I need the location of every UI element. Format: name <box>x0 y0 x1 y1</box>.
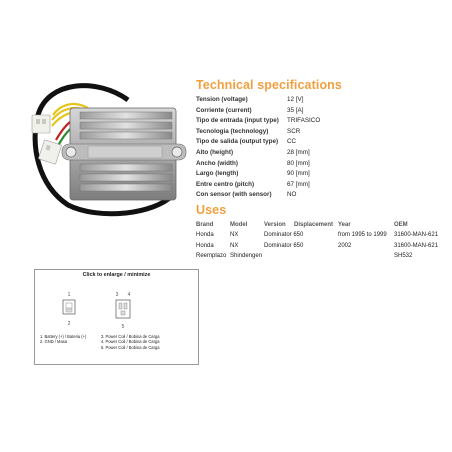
cell-brand: Honda <box>196 232 214 238</box>
regulator-rectifier-image <box>28 60 190 218</box>
spec-label: Corriente (current) <box>196 106 252 114</box>
uses-table-header <box>196 220 450 230</box>
spec-label: Tipo de salida (output type) <box>196 138 279 146</box>
spec-row <box>196 148 446 159</box>
pin-label-1: 1 <box>67 292 71 298</box>
cell-model: NX <box>230 242 239 249</box>
pin-label-3: 3 <box>115 292 119 298</box>
spec-value: 67 [mm] <box>287 180 310 188</box>
spec-value: 80 [mm] <box>287 159 310 167</box>
spec-label: Entre centro (pitch) <box>196 180 255 188</box>
table-row <box>196 230 450 241</box>
pin-label-2: 2 <box>67 321 71 327</box>
replacement-label: Reemplazo <box>196 253 227 259</box>
spec-row <box>196 106 446 117</box>
spec-value: SCR <box>287 127 301 135</box>
spec-value: CC <box>287 138 297 146</box>
spec-value: 12 [V] <box>287 96 304 103</box>
product-image[interactable] <box>28 60 190 218</box>
replacement-row <box>196 251 450 262</box>
spec-label: Tension (voltage) <box>196 96 248 103</box>
pin-label-4: 4 <box>127 292 131 298</box>
cell-oem: 31600-MAN-621 <box>394 232 439 238</box>
spec-label: Tipo de entrada (input type) <box>196 117 279 125</box>
spec-row <box>196 127 446 138</box>
header-version: Version <box>264 222 286 228</box>
connector-diagram[interactable] <box>34 269 199 365</box>
spec-row <box>196 190 446 201</box>
table-row <box>196 241 450 252</box>
left-connector-legend <box>40 334 86 345</box>
right-connector-icon <box>116 300 130 318</box>
spec-row <box>196 116 446 127</box>
header-displacement: Displacement <box>294 222 334 228</box>
tech-specs-title: Technical specifications <box>196 78 342 92</box>
cell-year: 2002 <box>338 242 352 249</box>
spec-value: TRIFASICO <box>287 117 321 125</box>
legend-item: 2. GND / Masa <box>40 339 68 345</box>
legend-item: 5. Power Coil / Bobina de Carga <box>101 344 160 350</box>
pin-label-5: 5 <box>121 324 125 330</box>
spec-label: Largo (length) <box>196 170 239 178</box>
uses-title: Uses <box>196 203 227 217</box>
enlarge-toggle-link[interactable]: Click to enlarge / minimize <box>82 272 151 278</box>
cell-year: from 1995 to 1999 <box>338 232 387 238</box>
spec-row <box>196 169 446 180</box>
spec-row <box>196 159 446 170</box>
spec-value: 28 [mm] <box>287 148 310 156</box>
header-oem: OEM <box>394 222 408 228</box>
spec-label: Alto (height) <box>196 148 234 156</box>
cell-version: Dominator 650 <box>264 242 304 249</box>
header-year: Year <box>338 222 351 228</box>
cell-model: NX <box>230 232 239 238</box>
connector-pinout-graphic <box>35 270 198 364</box>
technical-specifications <box>196 78 446 201</box>
spec-value: NO <box>287 191 297 199</box>
spec-label: Ancho (width) <box>196 159 238 167</box>
legend-item: 4. Power Coil / Bobina de Carga <box>101 339 160 345</box>
spec-row <box>196 137 446 148</box>
header-model: Model <box>230 222 248 228</box>
cell-oem: 31600-MAN-621 <box>394 242 439 249</box>
cell-version: Dominator 650 <box>264 232 304 238</box>
spec-row <box>196 180 446 191</box>
cell-brand: Honda <box>196 242 214 249</box>
legend-item: 1. Battery (+) / Bateria (+) <box>40 334 87 339</box>
legend-item: 3. Power Coil / Bobina de Carga <box>101 334 160 339</box>
spec-label: Tecnologia (technology) <box>196 127 269 135</box>
spec-row <box>196 95 446 106</box>
spec-value: 90 [mm] <box>287 170 310 178</box>
header-brand: Brand <box>196 222 214 228</box>
spec-label: Con sensor (with sensor) <box>196 191 272 199</box>
replacement-brand: Shindengen <box>230 253 263 259</box>
uses-section <box>196 203 450 262</box>
spec-value: 35 [A] <box>287 106 304 114</box>
right-connector-legend <box>101 334 159 350</box>
replacement-code: SH532 <box>394 253 413 259</box>
